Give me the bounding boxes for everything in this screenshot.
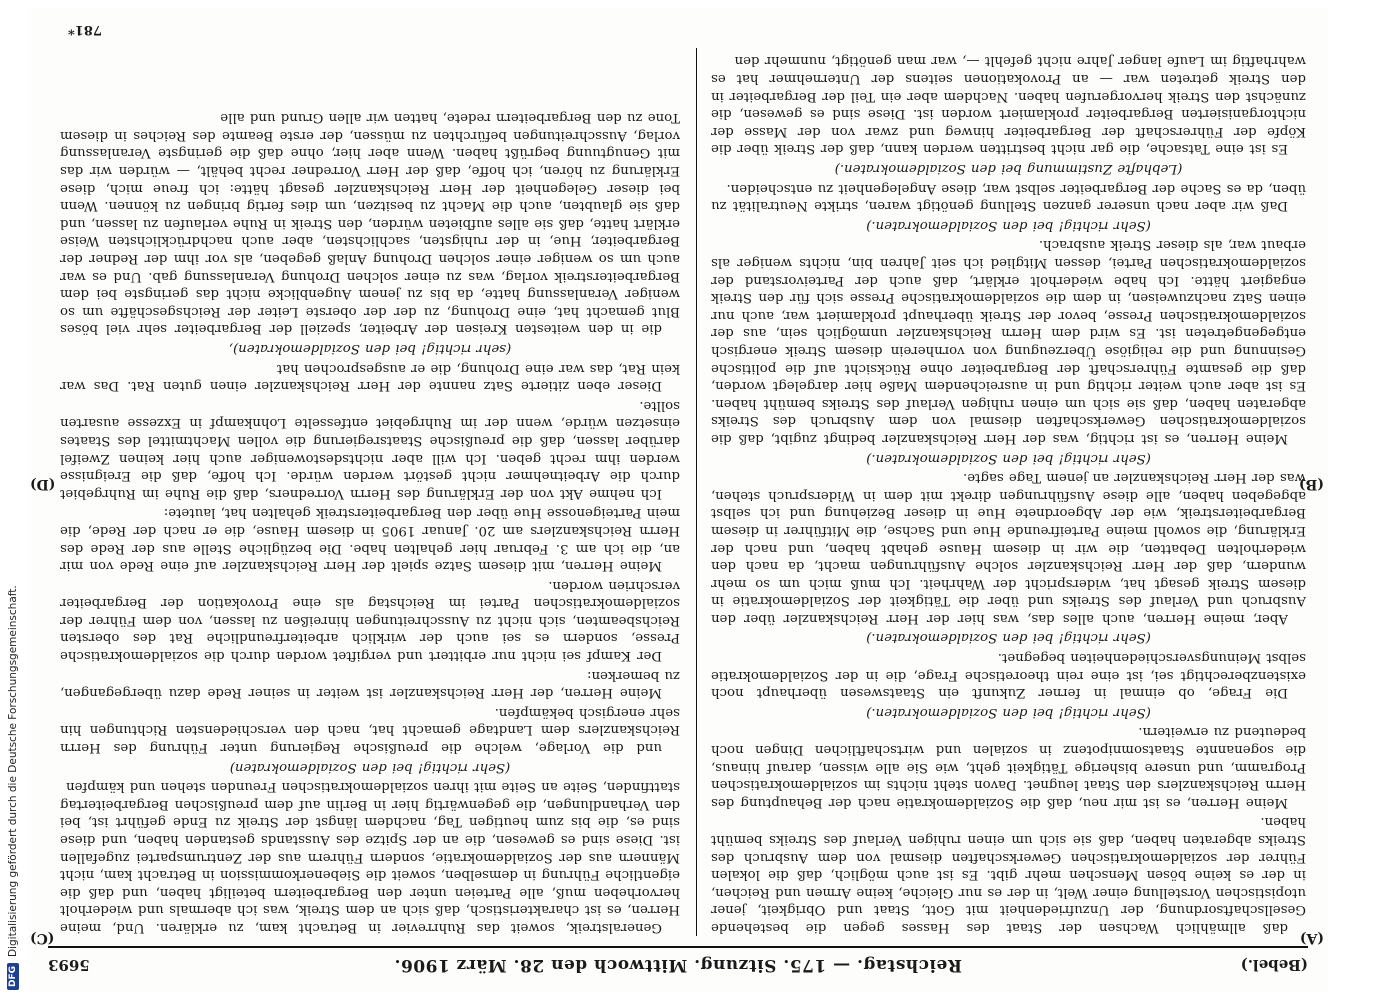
- margin-label-d: (D): [30, 476, 56, 492]
- paragraph: (Sehr richtig! bei den Sozialdemokraten.): [866, 704, 1151, 720]
- page-number: 5693: [48, 956, 90, 974]
- paragraph: Ich nehme Akt von der Erklärung des Herrn Vorredners, daß die Ruhe im Ruhrgebiet durch die Arbeitnehmer nicht gestört werden würde. Ich hoffe, daß die Ereignisse werden ihm recht geben. Ich will aber nichtsdestoweniger auch hier keinen Zweifel darüber lassen, daß die preußische Staatsregierung die vollen Machtmittel des Staates einsetzen würde, wenn der im Ruhrgebiet entfesselte Lohnkampf in Exzesse ausarten sollte.: [60, 397, 680, 501]
- header-title: Reichstag. — 175. Sitzung. Mittwoch den 28. März 1906.: [394, 955, 962, 975]
- header-speaker: (Bebel.): [1240, 956, 1308, 974]
- paragraph: (Sehr richtig! bei den Sozialdemokraten.): [866, 630, 1151, 646]
- paragraph: (Sehr richtig! bei den Sozialdemokraten.): [866, 450, 1151, 466]
- paragraph: Der Kampf sei nicht nur erbittert und vergiftet worden durch die sozialdemokratische Presse, sondern es sei auch der wirklich arbeiterfreundliche Rat des obersten Reichsbeamten, sich nicht zu Ausschreitungen hinreißen zu lassen, von dem Führer der sozialdemokratischen Partei im Reichstag als eine Provokation der Bergarbeiter verschrien worden.: [60, 577, 680, 664]
- paragraph: Es ist eine Tatsache, die gar nicht bestritten werden kann, daß der Streik über die Köpfe der Führerschaft der Bergarbeiter hinweg und zwar von der Masse der nichtorganisierten Bergarbeiter proklamiert worden ist. Diese sind es gewesen, die zunächst den Streik hervorgerufen haben. Nachdem aber ein Teil der Bergarbeiter in den Streik getreten war — an Provokationen seitens der Unternehmer hat es wahrhaftig im Laufe langer Jahre nicht gefehlt —, war man genötigt, nunmehr den: [711, 53, 1306, 157]
- paragraph: Aber, meine Herren, auch alles das, was hier der Herr Reichskanzler über den Ausbruch und Verlauf des Streiks und über die Tätigkeit der Sozialdemokratie in diesem Streik gesagt hat, widerspricht der Wahrheit. Ich muß mich um so mehr wundern, daß der Herr Reichskanzler solche Ausführungen macht, da nach den wiederholten Debatten, die wir in diesem Hause gehabt haben, und nach der Erklärung, die sowohl meine Parteifreunde Hue und Sachse, die Mitführer in diesem Bergarbeiterstreik, wie der Abgeordnete Hue in dieser Beziehung und ich selbst abgegeben haben, alle diese Ausführungen direkt mit dem in Widerspruch stehen, was der Herr Reichskanzler an jenem Tage sagte.: [711, 470, 1306, 626]
- paragraph: (Lebhafte Zustimmung bei den Sozialdemokraten.): [834, 161, 1183, 177]
- margin-label-c: (C): [30, 930, 55, 946]
- paragraph: Meine Herren, es ist richtig, was der Herr Reichskanzler bedingt zugibt, daß die sozialdemokratischen Gewerkschaften diesmal von dem Ausbruch des Streiks abgeraten haben, daß sie sich um einen ruhigen Verlauf des Streiks bemüht haben. Es ist aber auch weiter richtig und in ausreichendem Maße hier dargelegt worden, daß die gesamte Führerschaft der Bergarbeiter ohne Rücksicht auf die politische Gesinnung und die religiöse Überzeugung von vornherein diesem Streik energisch entgegengetreten ist. Es wird dem Herrn Reichskanzler unmöglich sein, aus der sozialdemokratischen Presse, bevor der Streik überhaupt proklamiert war, auch nur einen Satz nachzuweisen, in dem die sozialdemokratische Presse sich für den Streik engagiert hätte. Ich habe wiederholt erklärt, daß auch der Parteivorstand der sozialdemokratischen Partei, dessen Mitglied ich seit Jahren bin, nichts weniger als erbaut war, als dieser Streik ausbrach.: [711, 237, 1306, 446]
- page-header: [48, 946, 1308, 982]
- paragraph: (Sehr richtig! bei den Sozialdemokraten): [229, 759, 511, 775]
- margin-label-a: (A): [1299, 930, 1324, 946]
- paragraph: daß allmählich Wachsen der Staat des Hasses gegen die bestehende Gesellschaftsordnung, der Unzufriedenheit mit Gott, Staat und Obrigkeit, jener utopistischen Vorstellung einer Welt, in der es nur Gleiche, keine Armen und Reichen, in der es keine bösen Menschen mehr gibt. Es ist auch möglich, daß die lokalen Führer der sozialdemokratischen Gewerkschaften diesmal von dem Ausbruch des Streiks abgeraten haben, daß sie sich um einen ruhigen Verlauf des Streiks bemüht haben.: [711, 814, 1306, 935]
- paragraph: (sehr richtig! bei den Sozialdemokraten),: [228, 341, 512, 356]
- paragraph: Die Frage, ob einmal in ferner Zukunft ein Staatswesen überhaupt noch existenzberechtigt sei, ist eine rein theoretische Frage, die in der Sozialdemokratie selbst Meinungsverschiedenheiten begegnet.: [711, 650, 1306, 701]
- paragraph: Dieser eben zitierte Satz nannte der Herr Reichskanzler einen guten Rat. Das war kein Rat, das war eine Drohung, die er ausgesprochen hat: [60, 360, 680, 394]
- paragraph: Daß wir aber nach unserer ganzen Stellung genötigt waren, strikte Neutralität zu üben, da es Sache der Bergarbeiter selbst war, diese Angelegenheit zu entscheiden.: [711, 180, 1306, 214]
- digitization-note: [2, 580, 24, 990]
- paragraph: und die Vorlage, welche die preußische Regierung unter Führung des Herrn Reichskanzlers dem Landtage gemacht hat, nach den verschiedensten Richtungen hin sehr energisch bekämpfen.: [60, 704, 680, 756]
- paragraph: (Sehr richtig! bei den Sozialdemokraten.): [866, 217, 1151, 233]
- page-signature: 781*: [68, 22, 102, 37]
- digitization-text: Digitalisierung gefördert durch die Deutsche Forschungsgemeinschaft.: [7, 585, 19, 957]
- paragraph: Generalstreik, soweit das Ruhrrevier in Betracht kam, zu erklären. Und, meine Herren, es ist charakteristisch, daß sich an dem Streik, was ich abermals und wiederholt hervorheben muß, alle Parteien unter den Bergarbeitern beteiligt haben, und daß die eigentliche Führung in demselben, soweit die Siebenerkommission in Betracht kam, nicht Männern aus der Sozialdemokratie, sondern Führern aus der Zentrumspartei zugefallen ist. Diese sind es gewesen, die an der Spitze des Ausstands gestanden haben, und diese sind es, die bis zum heutigen Tag, nachdem längst der Streik zu Ende geführt ist, bei den Verhandlungen, die gegenwärtig hier in Berlin auf dem preußischen Bergarbeitertag stattfinden, Seite an Seite mit ihren sozialdemokratischen Freunden stehen und kämpfen: [60, 779, 680, 935]
- margin-label-b: (B): [1298, 476, 1324, 492]
- paragraph: die in den weitesten Kreisen der Arbeiter, speziell der Bergarbeiter sehr viel böses Blut gemacht hat, eine Drohung, zu der der oberste Leiter der Reichsgeschäfte um so weniger Veranlassung hatte, da bis zu jenem Augenblicke nicht das geringste bei dem Bergarbeiterstreik vorlag, was zu einer solchen Drohung Veranlassung gab. Und es war auch um so weniger einer solchen Drohung Anlaß gegeben, als vor ihm der Redner der Bergarbeiter, Hue, in der ruhigsten, sachlichsten, aber auch nachdrücklichsten Weise erklärt hatte, daß sie alles aufbieten würden, den Streik in Ruhe verlaufen zu lassen, und daß sie glaubten, auch die Macht zu besitzen, um dies fertig bringen zu können. Wenn bei dieser Gelegenheit der Herr Reichskanzler gesagt hätte: ich freue mich, diese Erklärung zu hören, ich hoffe, daß der Herr Vorredner recht behält, — würden wir das mit Genugtuung begrüßt haben. Wenn aber hier, ohne daß die geringste Veranlassung vorlag, Ausschreitungen befürchten zu müssen, der erste Beamte des Reiches in diesem Tone zu den Bergarbeitern redete, hatten wir allen Grund und alle: [60, 110, 680, 337]
- paragraph: Meine Herren, der Herr Reichskanzler ist weiter in seiner Rede dazu übergegangen, zu bemerken:: [60, 667, 680, 701]
- paragraph: Meine Herren, mit diesem Satze spielt der Herr Reichskanzler auf eine Rede von mir an, die ich am 3. Februar hier gehalten habe. Die bezügliche Stelle aus der Rede des Herrn Reichskanzlers am 20. Januar 1905 in diesem Hause, die er nach der Rede, die mein Parteigenosse Hue über den Bergarbeiterstreik gehalten hat, lautete:: [60, 505, 680, 574]
- column-divider: [696, 48, 697, 936]
- dfg-logo: DFG: [7, 963, 19, 990]
- paragraph: Meine Herren, es ist mir neu, daß die Sozialdemokratie nach der Behauptung des Herrn Reichskanzlers den Staat leugnet. Davon steht nichts im sozialdemokratischen Programm, und unsere bisherige Tätigkeit geht, wie Sie alle wissen, darauf hinaus, die sogenannte Staatsomnipotenz in sozialen und wirtschaftlichen Dingen noch bedeutend zu erweitern.: [711, 724, 1306, 810]
- newspaper-page: [28, 8, 1328, 992]
- right-column: [60, 48, 680, 936]
- left-column: [711, 48, 1306, 936]
